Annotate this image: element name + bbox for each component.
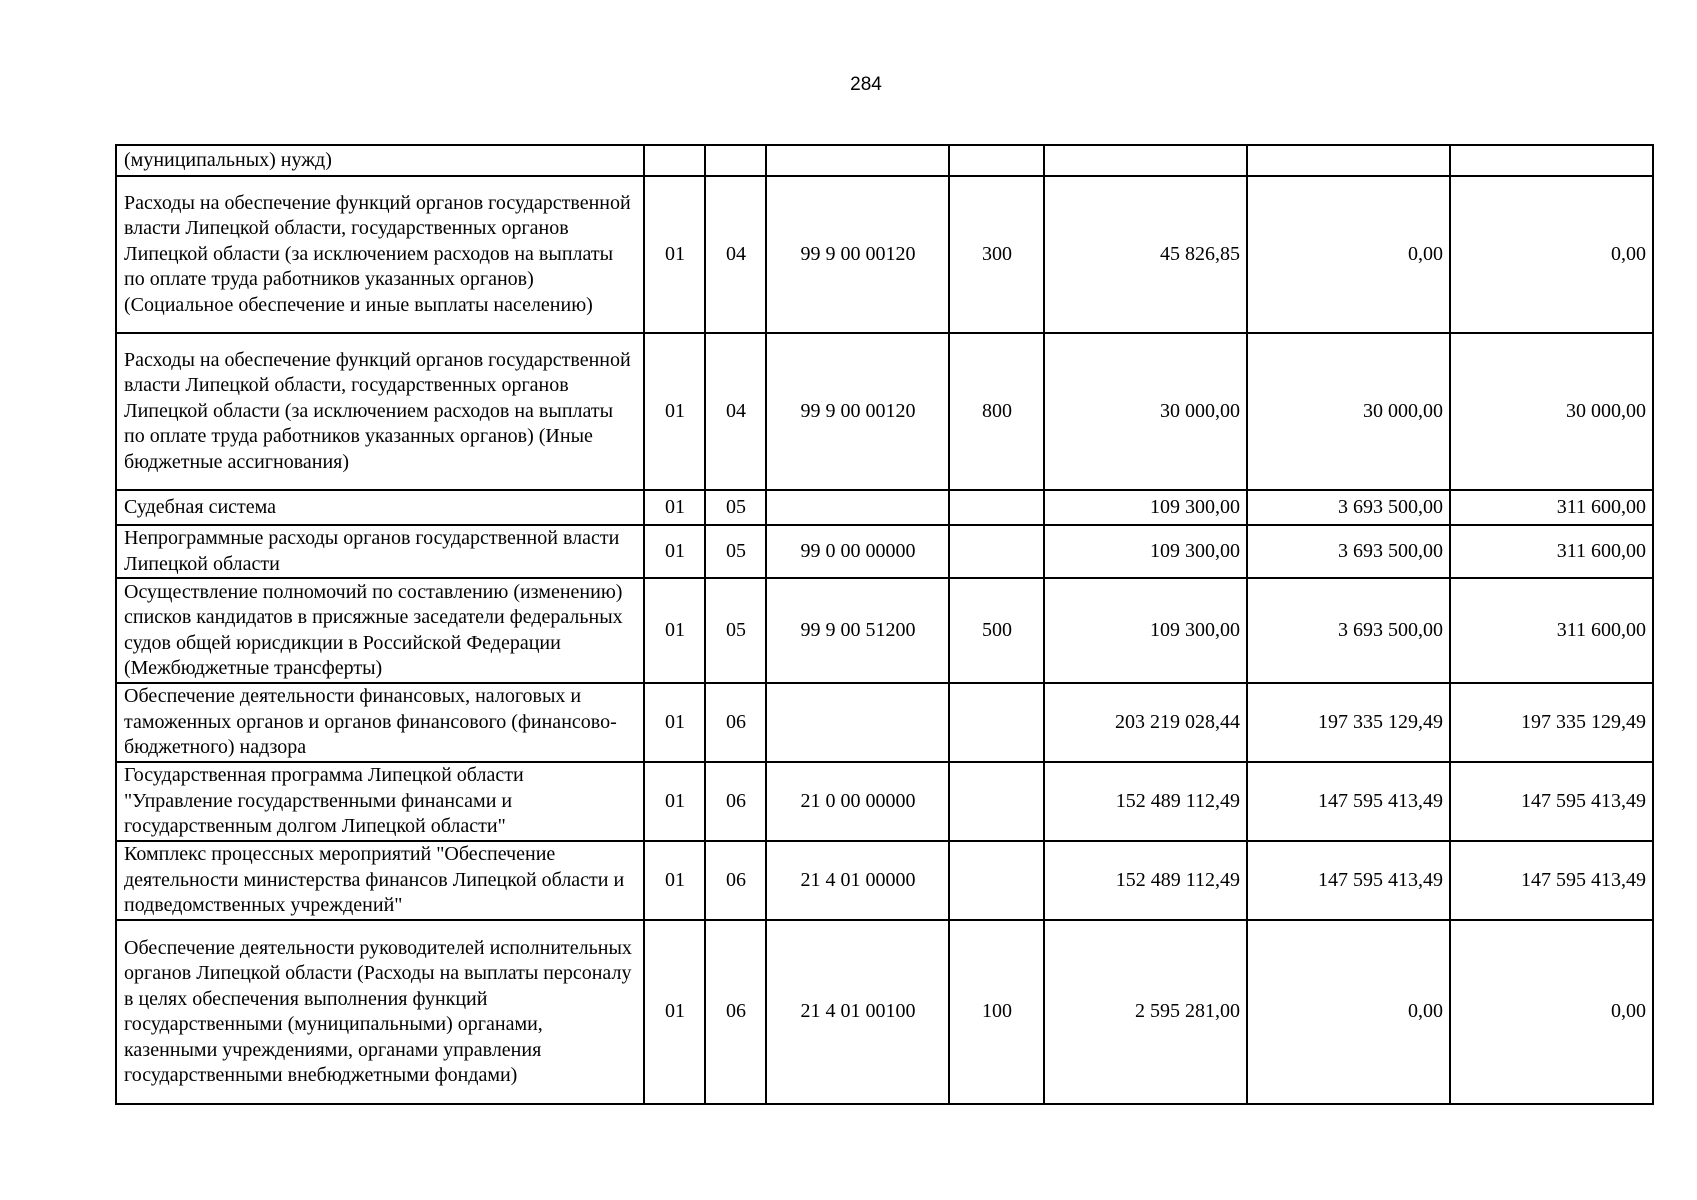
amount-year3-cell <box>1450 145 1653 176</box>
expense-name-cell: Обеспечение деятельности руководителей исполнительных органов Липецкой области (Расходы на выплаты персоналу в целях обеспечения выполнения функций государственными (муниципальными) органами, казенными учреждениями, органами управления государственными внебюджетными фондами) <box>116 920 644 1104</box>
amount-year1-cell: 109 300,00 <box>1044 490 1247 525</box>
expense-name-cell: Расходы на обеспечение функций органов государственной власти Липецкой области, государственных органов Липецкой области (за исключением расходов на выплаты по оплате труда работников указанных органов) (Социальное обеспечение и иные выплаты населению) <box>116 176 644 333</box>
amount-year2-cell: 0,00 <box>1247 176 1450 333</box>
expense-name-cell: Государственная программа Липецкой области "Управление государственными финансами и государственным долгом Липецкой области" <box>116 762 644 841</box>
expense-type-cell <box>949 145 1044 176</box>
table-row <box>116 920 1653 1104</box>
expense-name-cell: Осуществление полномочий по составлению (изменению) списков кандидатов в присяжные заседатели федеральных судов общей юрисдикции в Российской Федерации (Межбюджетные трансферты) <box>116 578 644 683</box>
expense-name-cell: Расходы на обеспечение функций органов государственной власти Липецкой области, государственных органов Липецкой области (за исключением расходов на выплаты по оплате труда работников указанных органов) (Иные бюджетные ассигнования) <box>116 333 644 490</box>
expense-type-cell: 300 <box>949 176 1044 333</box>
subsection-code-cell: 04 <box>705 333 766 490</box>
expense-type-cell <box>949 841 1044 920</box>
subsection-code-cell: 06 <box>705 841 766 920</box>
amount-year2-cell: 197 335 129,49 <box>1247 683 1450 762</box>
target-article-cell: 99 0 00 00000 <box>766 525 949 578</box>
section-code-cell: 01 <box>644 683 705 762</box>
expense-type-cell: 100 <box>949 920 1044 1104</box>
amount-year1-cell: 30 000,00 <box>1044 333 1247 490</box>
subsection-code-cell: 05 <box>705 578 766 683</box>
expense-type-cell <box>949 762 1044 841</box>
target-article-cell: 21 4 01 00100 <box>766 920 949 1104</box>
section-code-cell: 01 <box>644 176 705 333</box>
subsection-code-cell: 06 <box>705 920 766 1104</box>
amount-year3-cell: 0,00 <box>1450 176 1653 333</box>
section-code-cell: 01 <box>644 841 705 920</box>
amount-year1-cell: 152 489 112,49 <box>1044 762 1247 841</box>
target-article-cell: 99 9 00 51200 <box>766 578 949 683</box>
amount-year3-cell: 147 595 413,49 <box>1450 841 1653 920</box>
amount-year1-cell <box>1044 145 1247 176</box>
expense-type-cell: 800 <box>949 333 1044 490</box>
expense-type-cell <box>949 683 1044 762</box>
expense-name-cell: Комплекс процессных мероприятий "Обеспечение деятельности министерства финансов Липецкой области и подведомственных учреждений" <box>116 841 644 920</box>
amount-year3-cell: 311 600,00 <box>1450 525 1653 578</box>
target-article-cell: 21 4 01 00000 <box>766 841 949 920</box>
amount-year1-cell: 109 300,00 <box>1044 525 1247 578</box>
section-code-cell: 01 <box>644 333 705 490</box>
table-row <box>116 762 1653 841</box>
amount-year3-cell: 311 600,00 <box>1450 490 1653 525</box>
table-row <box>116 333 1653 490</box>
page-number: 284 <box>850 74 882 95</box>
amount-year1-cell: 109 300,00 <box>1044 578 1247 683</box>
table-row <box>116 578 1653 683</box>
amount-year2-cell: 147 595 413,49 <box>1247 762 1450 841</box>
subsection-code-cell: 06 <box>705 683 766 762</box>
expense-name-cell: Непрограммные расходы органов государственной власти Липецкой области <box>116 525 644 578</box>
expense-type-cell <box>949 525 1044 578</box>
subsection-code-cell: 05 <box>705 490 766 525</box>
budget-table <box>115 144 1654 1105</box>
amount-year2-cell: 3 693 500,00 <box>1247 490 1450 525</box>
amount-year2-cell: 147 595 413,49 <box>1247 841 1450 920</box>
subsection-code-cell: 05 <box>705 525 766 578</box>
target-article-cell <box>766 145 949 176</box>
amount-year1-cell: 45 826,85 <box>1044 176 1247 333</box>
target-article-cell: 21 0 00 00000 <box>766 762 949 841</box>
table-row <box>116 841 1653 920</box>
amount-year2-cell: 30 000,00 <box>1247 333 1450 490</box>
amount-year3-cell: 0,00 <box>1450 920 1653 1104</box>
amount-year3-cell: 30 000,00 <box>1450 333 1653 490</box>
section-code-cell: 01 <box>644 762 705 841</box>
expense-name-cell: Обеспечение деятельности финансовых, налоговых и таможенных органов и органов финансового (финансово-бюджетного) надзора <box>116 683 644 762</box>
amount-year1-cell: 203 219 028,44 <box>1044 683 1247 762</box>
section-code-cell <box>644 145 705 176</box>
target-article-cell: 99 9 00 00120 <box>766 333 949 490</box>
subsection-code-cell <box>705 145 766 176</box>
amount-year2-cell: 3 693 500,00 <box>1247 578 1450 683</box>
section-code-cell: 01 <box>644 920 705 1104</box>
table-row <box>116 683 1653 762</box>
table-row <box>116 145 1653 176</box>
amount-year1-cell: 152 489 112,49 <box>1044 841 1247 920</box>
target-article-cell <box>766 490 949 525</box>
section-code-cell: 01 <box>644 525 705 578</box>
expense-name-cell: (муниципальных) нужд) <box>116 145 644 176</box>
amount-year3-cell: 197 335 129,49 <box>1450 683 1653 762</box>
expense-name-cell: Судебная система <box>116 490 644 525</box>
subsection-code-cell: 04 <box>705 176 766 333</box>
amount-year2-cell <box>1247 145 1450 176</box>
amount-year1-cell: 2 595 281,00 <box>1044 920 1247 1104</box>
amount-year2-cell: 3 693 500,00 <box>1247 525 1450 578</box>
target-article-cell: 99 9 00 00120 <box>766 176 949 333</box>
subsection-code-cell: 06 <box>705 762 766 841</box>
amount-year2-cell: 0,00 <box>1247 920 1450 1104</box>
table-row <box>116 490 1653 525</box>
table-row <box>116 525 1653 578</box>
section-code-cell: 01 <box>644 490 705 525</box>
section-code-cell: 01 <box>644 578 705 683</box>
target-article-cell <box>766 683 949 762</box>
expense-type-cell: 500 <box>949 578 1044 683</box>
expense-type-cell <box>949 490 1044 525</box>
table-row <box>116 176 1653 333</box>
amount-year3-cell: 311 600,00 <box>1450 578 1653 683</box>
table-body <box>116 145 1653 1104</box>
amount-year3-cell: 147 595 413,49 <box>1450 762 1653 841</box>
